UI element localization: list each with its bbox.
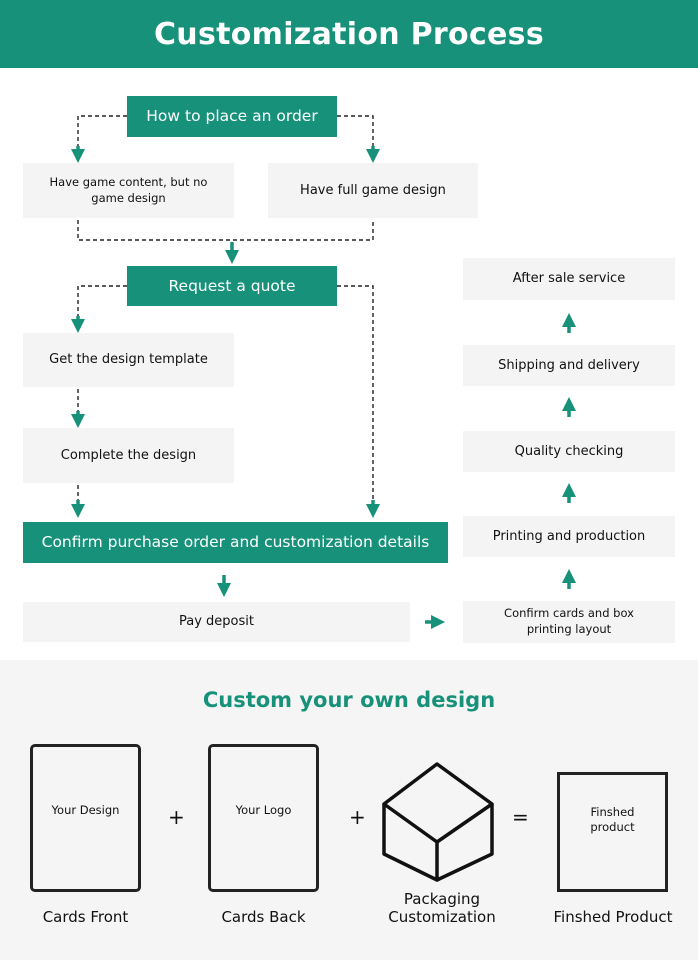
page-title: Customization Process	[153, 16, 544, 52]
printing-step: Printing and production	[463, 516, 675, 557]
after-sale-step: After sale service	[463, 258, 675, 300]
cards-back-icon	[208, 744, 319, 892]
quality-step: Quality checking	[463, 431, 675, 472]
custom-design-section	[0, 660, 698, 960]
get-template-step: Get the design template	[23, 333, 234, 387]
complete-design-step: Complete the design	[23, 428, 234, 483]
dashed-connector	[78, 220, 373, 240]
box-icon	[380, 760, 496, 886]
how-to-order-step: How to place an order	[127, 96, 337, 137]
plus-sign: +	[349, 805, 366, 829]
card-inner-text: Finshed product	[590, 805, 635, 834]
item-label: Cards Back	[221, 908, 306, 926]
item-label: Finshed Product	[553, 908, 673, 926]
request-quote-step: Request a quote	[127, 266, 337, 306]
option-content-step: Have game content, but no game design	[23, 163, 234, 218]
confirm-order-step: Confirm purchase order and customization details	[23, 522, 448, 563]
item-label: Cards Front	[42, 908, 129, 926]
card-inner-text: Your Design	[51, 803, 120, 817]
card-inner-text: Your Logo	[235, 803, 292, 817]
cards-front-icon	[30, 744, 141, 892]
option-full-step: Have full game design	[268, 163, 478, 218]
shipping-step: Shipping and delivery	[463, 345, 675, 386]
pay-deposit-step: Pay deposit	[23, 602, 410, 642]
dashed-connector	[78, 286, 127, 318]
dashed-connector	[337, 286, 373, 503]
equals-sign: =	[512, 805, 529, 829]
item-label: Packaging Customization	[388, 890, 496, 926]
dashed-connector	[337, 116, 373, 148]
plus-sign: +	[168, 805, 185, 829]
dashed-connector	[78, 116, 127, 148]
confirm-layout-step: Confirm cards and box printing layout	[463, 601, 675, 643]
section-title: Custom your own design	[202, 688, 496, 712]
finished-product-icon	[557, 772, 668, 892]
